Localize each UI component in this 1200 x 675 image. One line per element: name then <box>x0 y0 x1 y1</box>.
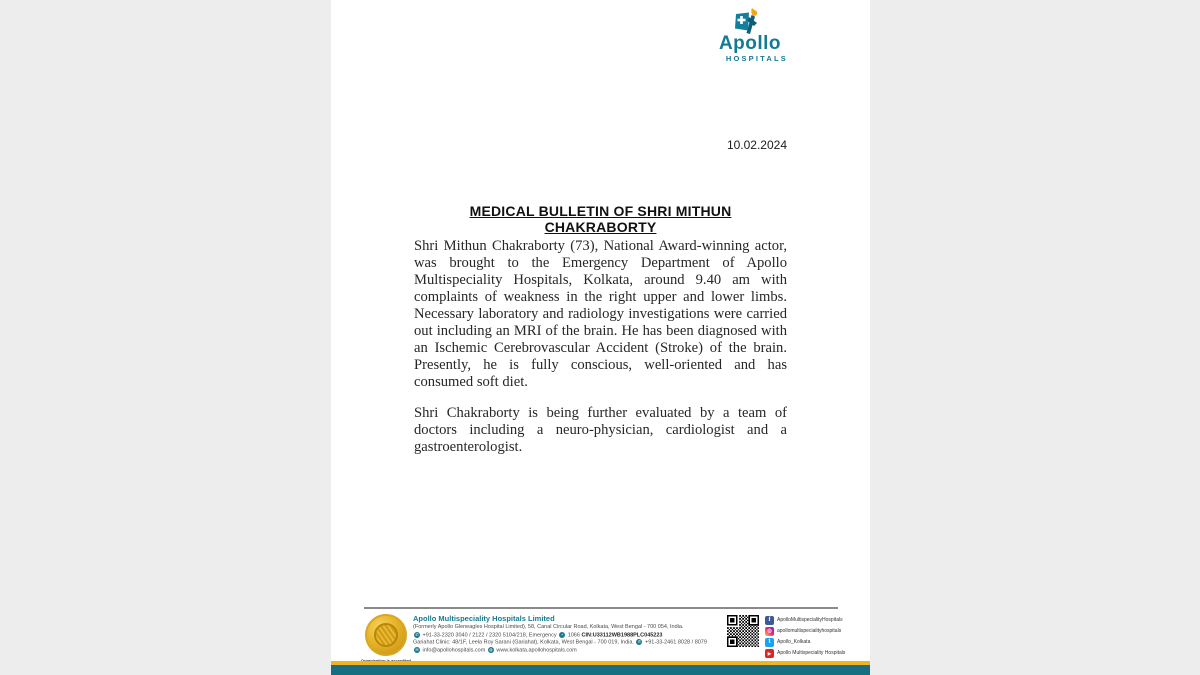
footer-contact-block <box>413 614 723 655</box>
logo-tagline: HOSPITALS <box>725 54 788 63</box>
paragraph-1: Shri Mithun Chakraborty (73), National Award-winning actor, was brought to the Emergency Department of Apollo Multispeciality Hospitals, Kolkata, around 9.40 am with complaints of weakness in the right upper and lower limbs. Necessary laboratory and radiology investigations were carried out including an MRI of the brain. He has been diagnosed with an Ischemic Cerebrovascular Accident (Stroke) of the brain. Presently, he is fully conscious, well-oriented and has consumed soft diet. <box>414 238 787 390</box>
social-row-instagram <box>765 626 865 636</box>
emergency-number: 1066 <box>567 631 580 638</box>
logo-wordmark: Apollo <box>718 33 782 54</box>
twitter-icon: t <box>765 638 774 647</box>
emergency-icon: + <box>560 631 564 637</box>
footer-email: info@apollohospitals.com <box>422 647 486 654</box>
social-row-facebook <box>765 615 865 625</box>
footer-org-name: Apollo Multispeciality Hospitals Limited <box>413 614 555 623</box>
bulletin-date: 10.02.2024 <box>726 138 787 152</box>
clinic-address: Gariahat Clinic: 48/1F, Leela Roy Sarani (Gariahat), Kolkata, West Bengal - 700 019, India. <box>413 639 634 646</box>
qr-code <box>727 615 759 647</box>
bulletin-body <box>414 238 787 470</box>
globe-icon: ◍ <box>489 647 493 653</box>
footer-phones: +91-33-2320 3040 / 2122 / 2320 5104/218, Emergency <box>422 631 557 638</box>
instagram-icon: ◎ <box>765 627 774 636</box>
facebook-icon: f <box>765 616 774 625</box>
social-row-youtube <box>765 648 865 658</box>
phone-icon: ✆ <box>415 631 419 637</box>
facebook-handle: ApolloMultispecialityHospitals <box>777 617 843 623</box>
instagram-handle: apollomultispecialityhospitals <box>777 628 842 634</box>
youtube-icon: ▶ <box>765 649 774 658</box>
social-row-twitter <box>765 637 865 647</box>
clinic-phone: +91-33-2461 8028 / 8079 <box>645 639 707 646</box>
footer-website: www.kolkata.apollohospitals.com <box>496 647 577 654</box>
twitter-handle: Apollo_Kolkata <box>777 639 811 645</box>
bulletin-title: MEDICAL BULLETIN OF SHRI MITHUN CHAKRABORTY <box>469 203 732 235</box>
youtube-handle: Apollo Multispeciality Hospitals <box>777 650 846 656</box>
phone-icon: ✆ <box>637 639 642 645</box>
cin-number: CIN:U33112WB1988PLC045223 <box>581 631 663 638</box>
footer-teal-stripe <box>331 665 870 675</box>
apollo-torch-icon <box>730 7 770 35</box>
footer-phone-line <box>413 632 723 640</box>
bulletin-document <box>331 0 870 675</box>
footer-web-line <box>413 647 723 655</box>
footer-address: (Formerly Apollo Gleneagles Hospital Limited), 58, Canal Circular Road, Kolkata, West Bengal - 700 054, India. <box>413 624 684 630</box>
social-links <box>765 615 865 659</box>
email-icon: ✉ <box>415 647 419 653</box>
footer-divider <box>364 607 838 609</box>
footer-clinic-line <box>413 639 723 647</box>
apollo-hospitals-logo <box>710 7 790 63</box>
gold-seal-icon <box>365 614 407 656</box>
paragraph-2: Shri Chakraborty is being further evaluated by a team of doctors including a neuro-physician, cardiologist and a gastroenterologist. <box>414 405 787 455</box>
